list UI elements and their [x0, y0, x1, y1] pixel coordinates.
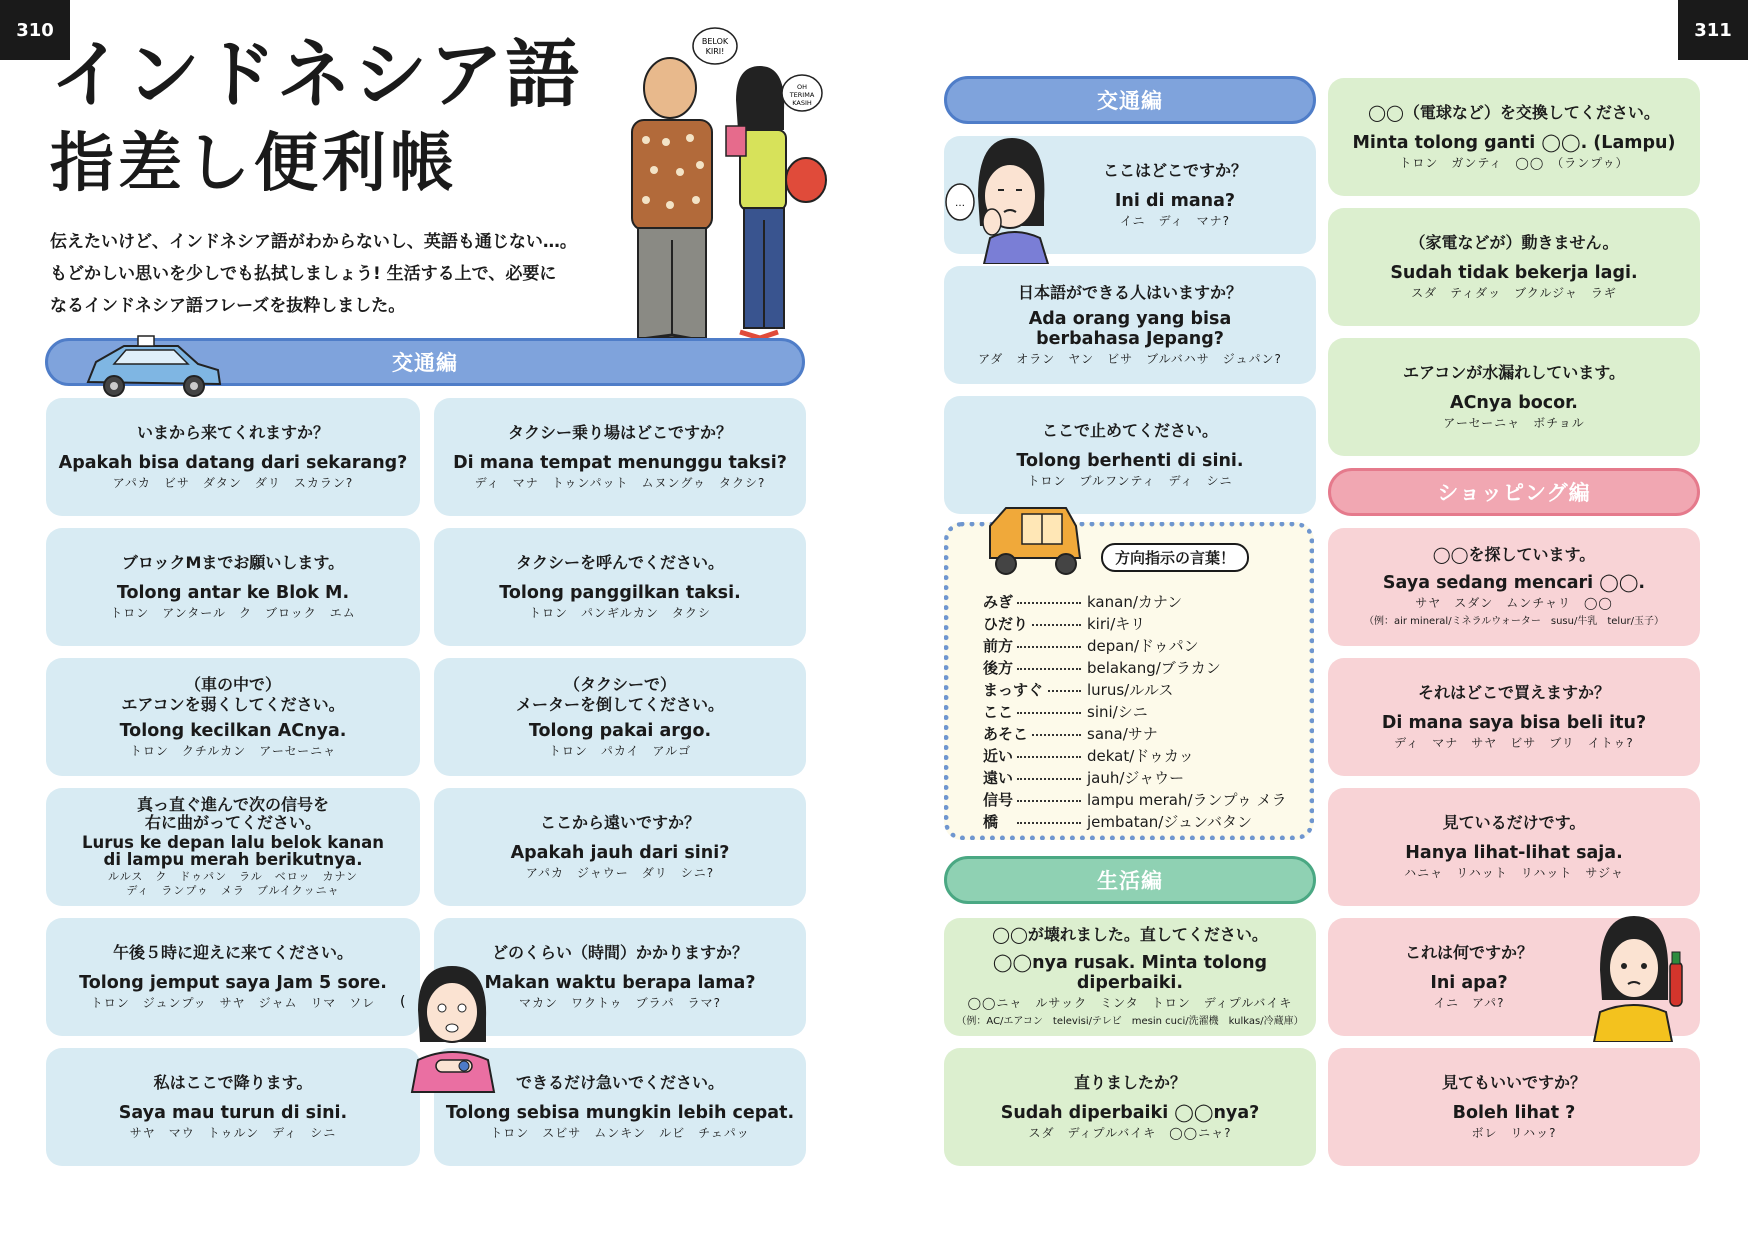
section-title: 交通編 — [392, 351, 458, 375]
direction-item — [983, 811, 1252, 832]
phrase-indonesian: Tolong jemput saya Jam 5 sore. — [79, 973, 387, 993]
direction-id: lurus/ルルス — [1087, 681, 1174, 699]
phrase-reading: トロン クチルカン アーセーニャ — [129, 744, 337, 758]
phrase-card — [434, 398, 806, 516]
girl-bottle-illustration — [1586, 908, 1692, 1042]
direction-id: belakang/ブラカン — [1087, 659, 1221, 677]
speech-bubble-icon — [780, 72, 824, 114]
direction-jp: まっすぐ — [983, 681, 1047, 699]
phrase-japanese: 私はここで降ります。 — [153, 1073, 313, 1092]
life-section-header — [944, 856, 1316, 904]
svg-text:KASIH: KASIH — [792, 99, 812, 107]
section-title: 交通編 — [1097, 89, 1163, 113]
direction-id: sana/サナ — [1087, 725, 1158, 743]
phrase-indonesian: Boleh lihat ? — [1452, 1103, 1576, 1123]
phrase-japanese: ここで止めてください。 — [1041, 421, 1218, 440]
phrase-reading: アダ オラン ヤン ビサ ブルバハサ ジュパン? — [978, 352, 1282, 366]
direction-jp: 信号 — [983, 791, 1017, 809]
phrase-reading: アーセーニャ ボチョル — [1443, 416, 1585, 430]
phrase-card — [1328, 338, 1700, 456]
section-title: ショッピング編 — [1437, 481, 1591, 505]
phrase-japanese: ブロックMまでお願いします。 — [121, 553, 345, 572]
phrase-indonesian: Saya sedang mencari ◯◯. — [1382, 573, 1646, 593]
direction-item — [983, 701, 1148, 722]
intro-line: 伝えたいけど、インドネシア語がわからないし、英語も通じない…。 — [50, 232, 577, 252]
phrase-indonesian: Minta tolong ganti ◯◯. (Lampu) — [1352, 133, 1676, 153]
phrase-indonesian: Tolong antar ke Blok M. — [116, 583, 350, 603]
phrase-indonesian: Sudah tidak bekerja lagi. — [1390, 263, 1638, 283]
phrase-indonesian: Makan waktu berapa lama? — [484, 973, 756, 993]
direction-jp: 後方 — [983, 659, 1017, 677]
direction-jp: 遠い — [983, 769, 1017, 787]
phrase-japanese: 見てもいいですか？ — [1441, 1073, 1586, 1092]
phrase-japanese: 見ているだけです。 — [1442, 813, 1586, 832]
phrase-indonesian: Di mana tempat menunggu taksi? — [453, 453, 787, 473]
phrase-card — [46, 528, 420, 646]
phrase-indonesian: Tolong kecilkan ACnya. — [119, 721, 347, 741]
phrase-card — [944, 266, 1316, 384]
direction-item — [983, 591, 1182, 612]
direction-id: sini/シニ — [1087, 703, 1148, 721]
phrase-reading: ディ マナ トゥンパット ムヌングゥ タクシ? — [474, 476, 766, 490]
direction-id: dekat/ドゥカッ — [1087, 747, 1194, 765]
phrase-indonesian: Apakah jauh dari sini? — [510, 843, 730, 863]
direction-item — [983, 657, 1221, 678]
direction-item — [983, 635, 1199, 656]
phrase-japanese: ◯◯（電球など）を交換してください。 — [1368, 103, 1660, 122]
direction-id: lampu merah/ランプゥ メラ — [1087, 791, 1287, 809]
phrase-indonesian: ◯◯nya rusak. Minta tolong diperbaiki. — [992, 953, 1268, 993]
phrase-japanese: ◯◯を探しています。 — [1432, 545, 1596, 564]
phrase-reading: スダ ディプルバイキ ◯◯ニャ? — [1028, 1126, 1232, 1140]
direction-id: depan/ドゥパン — [1087, 637, 1199, 655]
svg-text:TERIMA: TERIMA — [789, 91, 815, 99]
phrase-indonesian: Tolong pakai argo. — [528, 721, 712, 741]
bajaj-icon — [976, 500, 1086, 582]
phrase-indonesian: Apakah bisa datang dari sekarang? — [58, 453, 408, 473]
phrase-reading: マカン ワクトゥ ブラパ ラマ? — [518, 996, 722, 1010]
phrase-reading: ◯◯ニャ ルサック ミンタ トロン ディプルバイキ — [967, 996, 1293, 1010]
page-title: インドネシア語 — [50, 32, 582, 118]
phrase-japanese: タクシーを呼んでください。 — [515, 553, 724, 572]
phrase-indonesian: Saya mau turun di sini. — [118, 1103, 348, 1123]
phrase-indonesian: Ini di mana? — [1114, 191, 1236, 211]
direction-item — [983, 745, 1194, 766]
phrase-card — [46, 658, 420, 776]
phrase-japanese: どのくらい（時間）かかりますか？ — [491, 943, 748, 962]
phrase-japanese: （車の中で） エアコンを弱くしてください。 — [121, 675, 345, 714]
phrase-indonesian: Ada orang yang bisa berbahasa Jepang? — [1028, 309, 1232, 349]
phrase-japanese: それはどこで買えますか？ — [1417, 683, 1610, 702]
phrase-reading: アパカ ビサ ダタン ダリ スカラン? — [112, 476, 354, 490]
direction-item — [983, 789, 1287, 810]
phrase-card — [434, 788, 806, 906]
girl-watch-illustration — [396, 962, 508, 1094]
phrase-reading: サヤ マウ トゥルン ディ シニ — [129, 1126, 337, 1140]
phrase-card — [944, 918, 1316, 1036]
phrase-reading: アパカ ジャウー ダリ シニ? — [525, 866, 715, 880]
phrase-card — [46, 918, 420, 1036]
direction-jp: 近い — [983, 747, 1017, 765]
phrase-japanese: いまから来てくれますか？ — [136, 423, 329, 442]
phrase-example: （例：air mineral/ミネラルウォーター susu/牛乳 telur/玉子） — [1363, 616, 1665, 627]
intro-line: もどかしい思いを少しでも払拭しましょう! 生活する上で、必要に — [50, 264, 557, 284]
direction-item — [983, 679, 1173, 700]
direction-jp: ひだり — [983, 615, 1032, 633]
phrase-japanese: 午後５時に迎えに来てください。 — [112, 943, 353, 962]
direction-jp: あそこ — [983, 725, 1032, 743]
speech-bubble-icon — [690, 26, 740, 70]
phrase-reading: イニ アパ? — [1433, 996, 1505, 1010]
phrase-card — [944, 396, 1316, 514]
phrase-card — [1328, 208, 1700, 326]
phrase-reading: ディ マナ サヤ ビサ ブリ イトゥ? — [1394, 736, 1634, 750]
phrase-example: （例：AC/エアコン televisi/テレビ mesin cuci/洗濯機 kulkas/冷蔵庫） — [956, 1016, 1304, 1027]
phrase-reading: トロン ガンティ ◯◯ （ランプゥ） — [1399, 156, 1629, 170]
direction-id: jauh/ジャウー — [1087, 769, 1185, 787]
phrase-reading: トロン スビサ ムンキン ルビ チェパッ — [490, 1126, 750, 1140]
phrase-reading: ハニャ リハット リハット サジャ — [1404, 866, 1624, 880]
svg-text:(: ( — [400, 994, 406, 1010]
svg-text:…: … — [955, 198, 965, 209]
phrase-japanese: （家電などが）動きません。 — [1409, 233, 1619, 252]
svg-text:OH: OH — [796, 83, 808, 91]
page-subtitle: 指差し便利帳 — [50, 127, 458, 201]
phrase-card — [46, 788, 420, 906]
svg-text:KIRI!: KIRI! — [705, 47, 725, 56]
direction-id: jembatan/ジュンバタン — [1087, 813, 1253, 831]
phrase-indonesian: ACnya bocor. — [1450, 393, 1578, 413]
direction-item — [983, 767, 1184, 788]
phrase-japanese: エアコンが水漏れしています。 — [1403, 363, 1625, 382]
phrase-card — [46, 1048, 420, 1166]
direction-jp: みぎ — [983, 593, 1017, 611]
direction-box-title: 方向指示の言葉！ — [1101, 543, 1249, 572]
phrase-card — [46, 398, 420, 516]
phrase-japanese: ここから遠いですか？ — [539, 813, 700, 832]
section-title: 生活編 — [1097, 869, 1163, 893]
phrase-japanese: ◯◯が壊れました。直してください。 — [992, 925, 1268, 944]
phrase-reading: ルルス ク ドゥパン ラル ベロッ カナン ディ ランプゥ メラ ブルイクッニャ — [107, 870, 359, 897]
phrase-indonesian: Sudah diperbaiki ◯◯nya? — [1000, 1103, 1260, 1123]
phrase-card — [434, 528, 806, 646]
phrase-reading: ボレ リハッ? — [1471, 1126, 1557, 1140]
phrase-indonesian: Tolong berhenti di sini. — [1016, 451, 1244, 471]
phrase-japanese: （タクシーで） メーターを倒してください。 — [515, 675, 724, 714]
phrase-card — [1328, 528, 1700, 646]
direction-item — [983, 613, 1145, 634]
phrase-card — [1328, 658, 1700, 776]
taxi-icon — [78, 332, 224, 400]
phrase-japanese: 真っ直ぐ進んで次の信号を 右に曲がってください。 — [136, 795, 329, 832]
phrase-reading: サヤ スダン ムンチャリ ◯◯ — [1415, 596, 1613, 610]
phrase-japanese: できるだけ急いでください。 — [515, 1073, 724, 1092]
direction-item — [983, 723, 1158, 744]
phrase-reading: トロン アンタール ク ブロック エム — [110, 606, 356, 620]
shopping-section-header — [1328, 468, 1700, 516]
intro-text — [50, 226, 620, 322]
phrase-indonesian: Lurus ke depan lalu belok kanan di lampu merah berikutnya. — [82, 833, 384, 869]
phrase-reading: トロン パンギルカン タクシ — [529, 606, 711, 620]
phrase-japanese: タクシー乗り場はどこですか？ — [507, 423, 732, 442]
phrase-japanese: これは何ですか？ — [1404, 943, 1533, 962]
phrase-card — [1328, 788, 1700, 906]
page-number-left: 310 — [0, 0, 70, 60]
phrase-indonesian: Ini apa? — [1430, 973, 1508, 993]
phrase-reading: スダ ティダッ ブクルジャ ラギ — [1411, 286, 1617, 300]
phrase-card — [1328, 1048, 1700, 1166]
intro-line: なるインドネシア語フレーズを抜粋しました。 — [50, 296, 406, 316]
direction-jp: 橋 — [983, 813, 1002, 831]
phrase-japanese: ここはどこですか？ — [1102, 161, 1247, 180]
page-number-right: 311 — [1678, 0, 1748, 60]
phrase-card — [434, 658, 806, 776]
thinking-girl-illustration — [940, 130, 1060, 264]
direction-jp: 前方 — [983, 637, 1017, 655]
direction-id: kanan/カナン — [1087, 593, 1183, 611]
phrase-card — [1328, 78, 1700, 196]
direction-jp: ここ — [983, 703, 1017, 721]
phrase-reading: トロン ブルフンティ ディ シニ — [1027, 474, 1233, 488]
phrase-indonesian: Di mana saya bisa beli itu? — [1381, 713, 1647, 733]
phrase-reading: トロン パカイ アルゴ — [548, 744, 692, 758]
phrase-indonesian: Hanya lihat-lihat saja. — [1405, 843, 1623, 863]
phrase-indonesian: Tolong sebisa mungkin lebih cepat. — [445, 1103, 795, 1123]
phrase-japanese: 日本語ができる人はいますか？ — [1017, 283, 1242, 302]
svg-text:BELOK: BELOK — [701, 37, 729, 46]
phrase-reading: イニ ディ マナ? — [1120, 214, 1230, 228]
phrase-japanese: 直りましたか？ — [1073, 1073, 1186, 1092]
phrase-reading: トロン ジュンプッ サヤ ジャム リマ ソレ — [90, 996, 376, 1010]
traffic-section-header — [944, 76, 1316, 124]
direction-id: kiri/キリ — [1087, 615, 1146, 633]
phrase-indonesian: Tolong panggilkan taksi. — [499, 583, 741, 603]
phrase-card — [944, 1048, 1316, 1166]
